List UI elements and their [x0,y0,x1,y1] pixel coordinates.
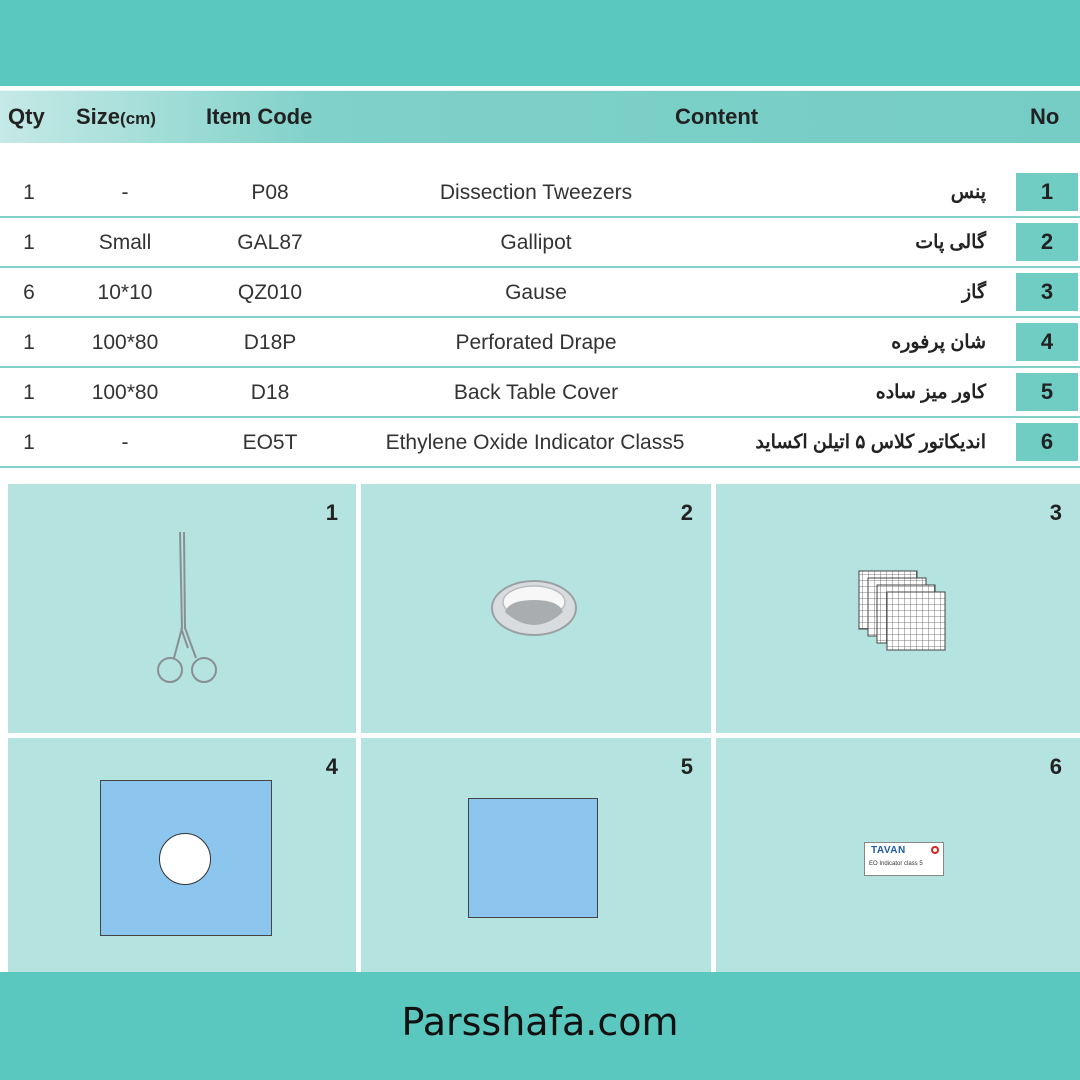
cell-size: - [121,181,129,204]
cell-content: Perforated Drape [455,331,617,354]
cell-size: 100*80 [91,331,159,354]
table-row [0,368,1080,418]
cell-item-code: GAL87 [237,231,303,254]
footer-site-link[interactable]: Parsshafa.com [401,1000,679,1044]
panel-number: 2 [680,500,693,525]
indicator-text: EO Indicator class 5 [869,861,923,867]
indicator-dot-icon [931,846,939,854]
cell-item-code: D18P [243,331,297,354]
item-panel-3 [716,484,1080,733]
cell-content-persian: شان پرفوره [891,332,986,353]
cell-qty: 1 [23,381,35,404]
item-panel-5 [361,738,711,972]
cell-content: Gause [505,281,567,304]
header-size-unit: (cm) [120,109,156,128]
perforated-drape-icon [100,780,272,936]
item-panel-2 [361,484,711,733]
indicator-brand: TAVAN [871,845,906,856]
cell-content-persian: پنس [950,182,986,203]
cell-item-code: EO5T [242,431,298,454]
cell-content-persian: اندیکاتور کلاس ۵ اتیلن اکساید [755,432,986,453]
cell-no-badge: 4 [1016,323,1078,361]
table-row [0,318,1080,368]
cell-item-code: QZ010 [237,281,303,304]
cell-item-code: P08 [251,181,289,204]
cell-content: Back Table Cover [453,381,619,404]
cell-no-badge: 6 [1016,423,1078,461]
item-panel-1 [8,484,356,733]
table-row [0,218,1080,268]
back-table-cover-icon [468,798,598,918]
gallipot-icon [489,578,579,648]
cell-qty: 6 [23,281,35,304]
top-banner [0,0,1080,86]
drape-hole [159,833,211,885]
cell-content: Ethylene Oxide Indicator Class5 [385,431,685,454]
item-panel-4 [8,738,356,972]
header-size [76,91,156,145]
panel-number: 4 [325,754,338,779]
indicator-label-icon [864,842,944,876]
cell-size: Small [98,231,152,254]
gauze-icon [856,568,952,654]
cell-qty: 1 [23,331,35,354]
footer-banner [0,972,1080,1080]
header-no: No [1030,104,1060,129]
cell-item-code: D18 [250,381,290,404]
cell-size: - [121,431,129,454]
panel-number: 1 [325,500,338,525]
tweezers-icon [148,528,228,694]
cell-qty: 1 [23,231,35,254]
item-panel-6 [716,738,1080,972]
panel-number: 5 [680,754,693,779]
cell-content-persian: گاز [961,282,986,303]
table-header [0,90,1080,143]
cell-size: 100*80 [91,381,159,404]
cell-content: Gallipot [500,231,572,254]
table-row [0,418,1080,468]
table-row [0,268,1080,318]
cell-content-persian: گالی پات [915,232,986,253]
header-qty: Qty [8,104,45,129]
item-image-grid [0,480,1080,972]
panel-number: 6 [1049,754,1062,779]
header-size-label: Size [76,104,121,129]
cell-qty: 1 [23,181,35,204]
panel-number: 3 [1049,500,1062,525]
cell-no-badge: 1 [1016,173,1078,211]
cell-no-badge: 5 [1016,373,1078,411]
cell-no-badge: 3 [1016,273,1078,311]
header-content: Content [675,104,759,129]
cell-no-badge: 2 [1016,223,1078,261]
table-row [0,168,1080,218]
cell-content: Dissection Tweezers [439,181,633,204]
cell-content-persian: کاور میز ساده [875,382,986,403]
cell-size: 10*10 [97,281,153,304]
cell-qty: 1 [23,431,35,454]
header-item-code: Item Code [206,104,313,129]
